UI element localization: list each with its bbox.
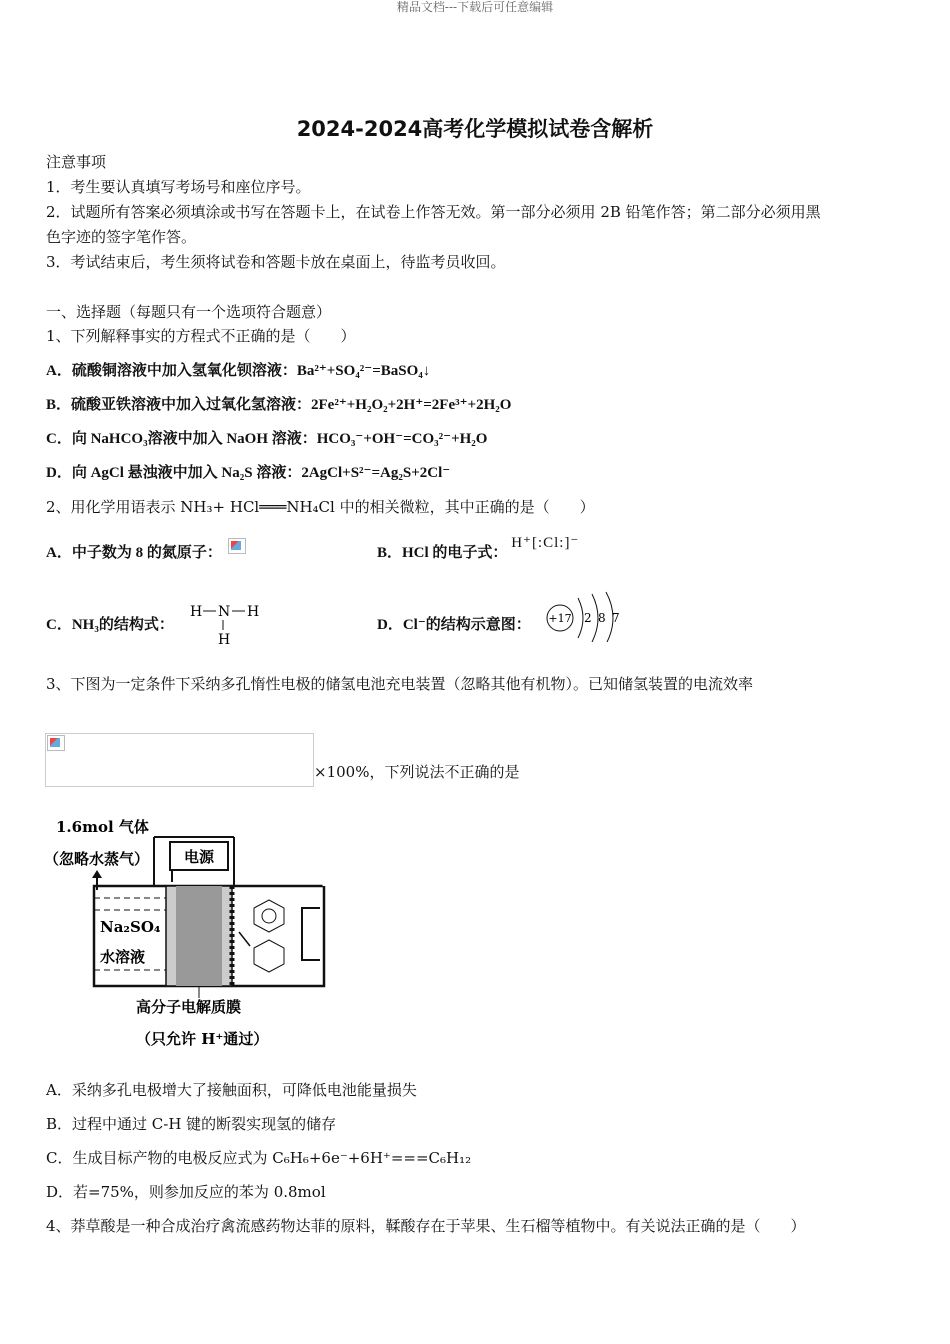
q2-option-d: D．Cl⁻的结构示意图： (377, 617, 531, 633)
solution-label-2: 水溶液 (100, 948, 146, 966)
q3-option-b: B．过程中通过 C-H 键的断裂实现氢的储存 (46, 1115, 337, 1133)
cl-ion-structure-diagram (544, 590, 624, 642)
notice-item-1: 1．考生要认真填写考场号和座位序号。 (46, 178, 311, 196)
q1-option-b: B．硫酸亚铁溶液中加入过氧化氢溶液：2Fe²⁺+H₂O₂+2H⁺=2Fe³⁺+2H₂O (46, 397, 512, 413)
q2-option-a (46, 543, 248, 563)
page-header-watermark: 精品文档---下载后可任意编辑 (396, 0, 554, 14)
svg-text:N: N (218, 604, 231, 620)
nucleus-charge: +17 (548, 612, 572, 625)
q1-option-a: A．硫酸铜溶液中加入氢氧化钡溶液：Ba²⁺+SO₄²⁻=BaSO₄↓ (46, 363, 431, 379)
broken-image-icon (47, 735, 65, 751)
gas-label: 1.6mol 气体 (56, 818, 149, 836)
membrane-label: 高分子电解质膜 (136, 998, 242, 1016)
notice-heading: 注意事项 (46, 153, 107, 171)
gas-note: （忽略水蒸气） (44, 850, 150, 868)
shell-3: 7 (612, 611, 620, 625)
section-heading: 一、选择题（每题只有一个选项符合题意） (46, 303, 332, 321)
power-label: 电源 (183, 848, 215, 866)
nh3-structural-formula (186, 600, 266, 648)
svg-text:H: H (247, 604, 260, 620)
broken-image-icon (228, 538, 246, 554)
missing-formula-image (45, 733, 314, 787)
q4-stem: 4、莽草酸是一种合成治疗禽流感药物达菲的原料，鞣酸存在于苹果、生石榴等植物中。有关说法正确的是（ ） (46, 1217, 806, 1235)
electrolysis-apparatus-diagram (44, 812, 334, 1057)
svg-text:H: H (218, 632, 231, 648)
q1-option-d: D．向 AgCl 悬浊液中加入 Na₂S 溶液：2AgCl+S²⁻=Ag₂S+2Cl⁻ (46, 465, 451, 481)
page-title: 2024-2024高考化学模拟试卷含解析 (296, 117, 654, 141)
q2-option-b-label: B．HCl 的电子式： (377, 545, 508, 561)
notice-item-2: 2．试题所有答案必须填涂或书写在答题卡上，在试卷上作答无效。第一部分必须用 2B 铅笔作答；第二部分必须用黑 (46, 203, 821, 221)
shell-2: 8 (598, 611, 606, 625)
membrane-note: （只允许 H⁺通过） (136, 1030, 269, 1048)
q2-option-b (377, 535, 580, 563)
hcl-electron-formula: H⁺[:Cl:]⁻ (511, 535, 580, 551)
svg-text:H: H (190, 604, 203, 620)
q1-stem: 1、下列解释事实的方程式不正确的是（ ） (46, 327, 356, 345)
q1-option-c: C．向 NaHCO₃溶液中加入 NaOH 溶液：HCO₃⁻+OH⁻=CO₃²⁻+H₂O (46, 431, 488, 447)
q2-option-c: C．NH₃的结构式： (46, 617, 174, 633)
solution-label: Na₂SO₄ (100, 918, 161, 936)
q2-option-a-label: A．中子数为 8 的氮原子： (46, 545, 222, 561)
q3-option-c: C．生成目标产物的电极反应式为 C₆H₆+6e⁻+6H⁺===C₆H₁₂ (46, 1149, 472, 1167)
notice-item-2-cont: 色字迹的签字笔作答。 (46, 228, 197, 246)
q3-stem-cont: ×100%，下列说法不正确的是 (314, 763, 520, 781)
q3-option-d: D．若=75%，则参加反应的苯为 0.8mol (46, 1183, 326, 1201)
q3-option-a: A．采纳多孔电极增大了接触面积，可降低电池能量损失 (46, 1081, 417, 1099)
q2-stem: 2、用化学用语表示 NH₃+ HCl═══NH₄Cl 中的相关微粒，其中正确的是（ ） (46, 498, 595, 516)
shell-1: 2 (584, 611, 592, 625)
notice-item-3: 3．考试结束后，考生须将试卷和答题卡放在桌面上，待监考员收回。 (46, 253, 506, 271)
q3-stem: 3、下图为一定条件下采纳多孔惰性电极的储氢电池充电装置（忽略其他有机物）。已知储氢装置的电流效率 (46, 675, 754, 693)
